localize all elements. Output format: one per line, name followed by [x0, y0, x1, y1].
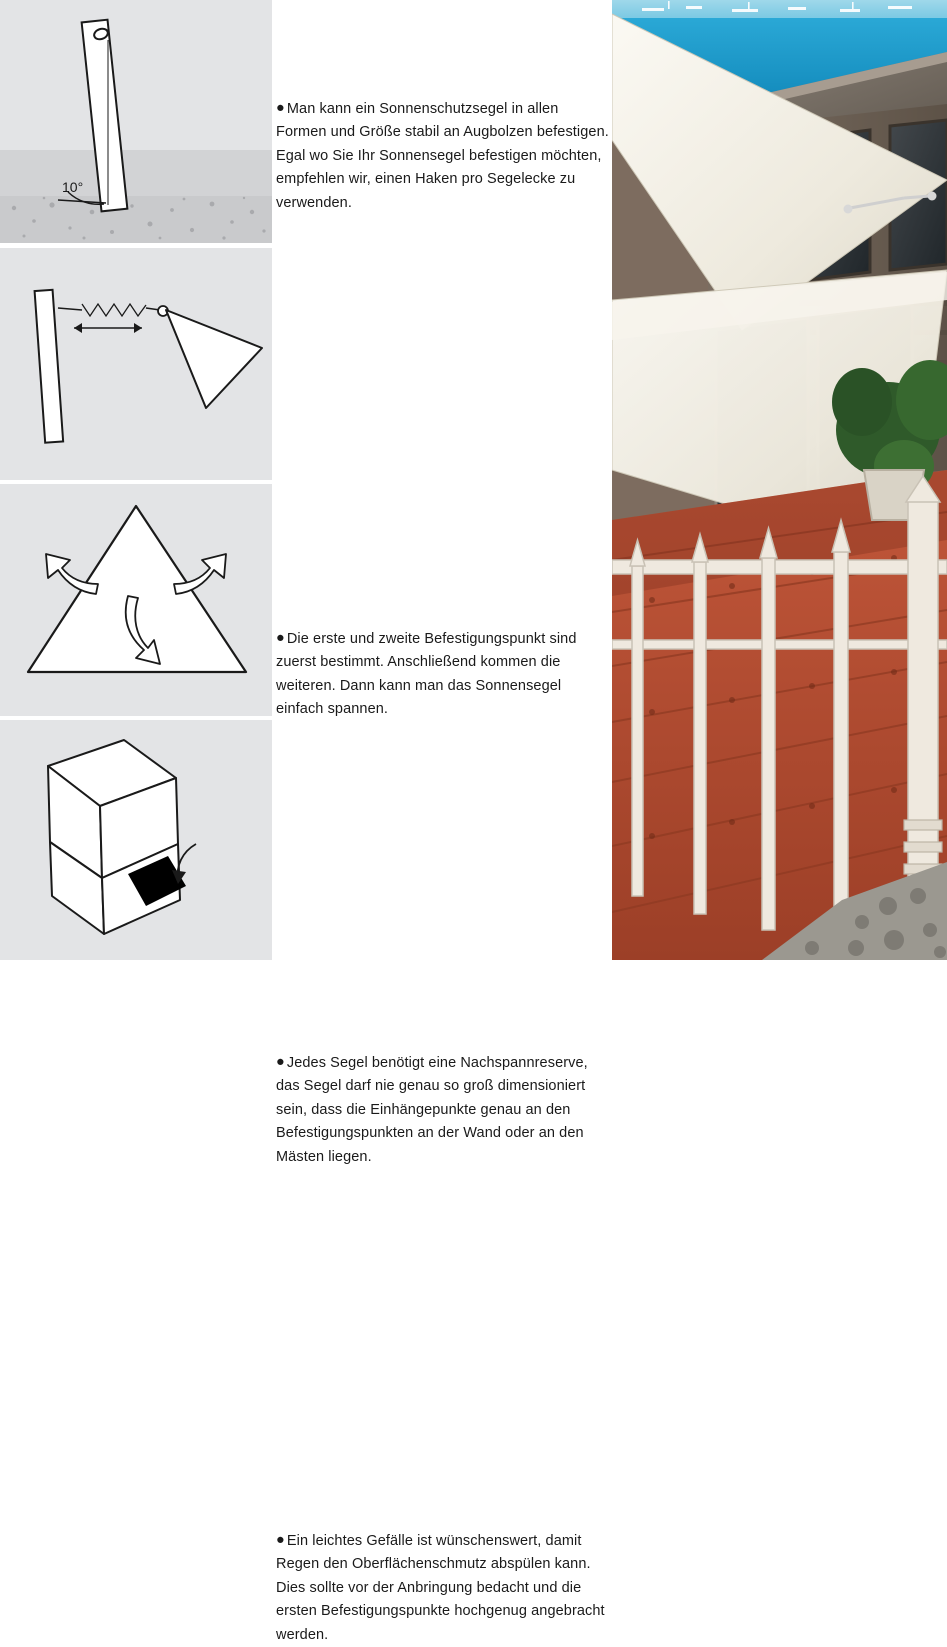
step-1-text: Man kann ein Sonnenschutzsegel in allen Formen und Größe stabil an Augbolzen befestigen. Egal wo Sie Ihr Sonnensegel befestigen möchten, empfehlen wir, einen Haken pro Segelecke zu verwenden.	[276, 101, 609, 211]
step-4-caption	[276, 1530, 612, 1647]
shade-sail-terrace-photo	[612, 0, 947, 960]
angle-label: 10°	[62, 179, 84, 195]
step-3-text: Jedes Segel benötigt eine Nachspannreserve, das Segel darf nie genau so groß dimensioniert sein, dass die Einhängepunkte genau an den Befestigungspunkten an der Wand oder an den Mästen liegen.	[276, 1055, 588, 1165]
figure-sail-slope-drainage	[0, 720, 272, 960]
figure-wall-bolt-angle	[0, 0, 272, 243]
bullet-icon: ●	[276, 630, 285, 646]
step-3-caption	[276, 1052, 612, 1169]
step-3	[0, 484, 612, 1165]
step-2	[0, 248, 612, 718]
step-2-text: Die erste und zweite Befestigungspunkt sind zuerst bestimmt. Anschließend kommen die weiteren. Dann kann man das Sonnensegel einfach spannen.	[276, 631, 577, 718]
figure-triangle-tension-arrows	[0, 484, 272, 716]
bullet-icon: ●	[276, 100, 285, 116]
step-1-caption	[276, 98, 612, 215]
figure-sail-tensioning	[0, 248, 272, 480]
step-1	[0, 0, 612, 243]
step-4-text: Ein leichtes Gefälle ist wünschenswert, damit Regen den Oberflächenschmutz abspülen kann. Dies sollte vor der Anbringung bedacht und die ersten Befestigungspunkte hochgenug angebracht werden.	[276, 1533, 605, 1643]
bullet-icon: ●	[276, 1532, 285, 1548]
bullet-icon: ●	[276, 1054, 285, 1070]
